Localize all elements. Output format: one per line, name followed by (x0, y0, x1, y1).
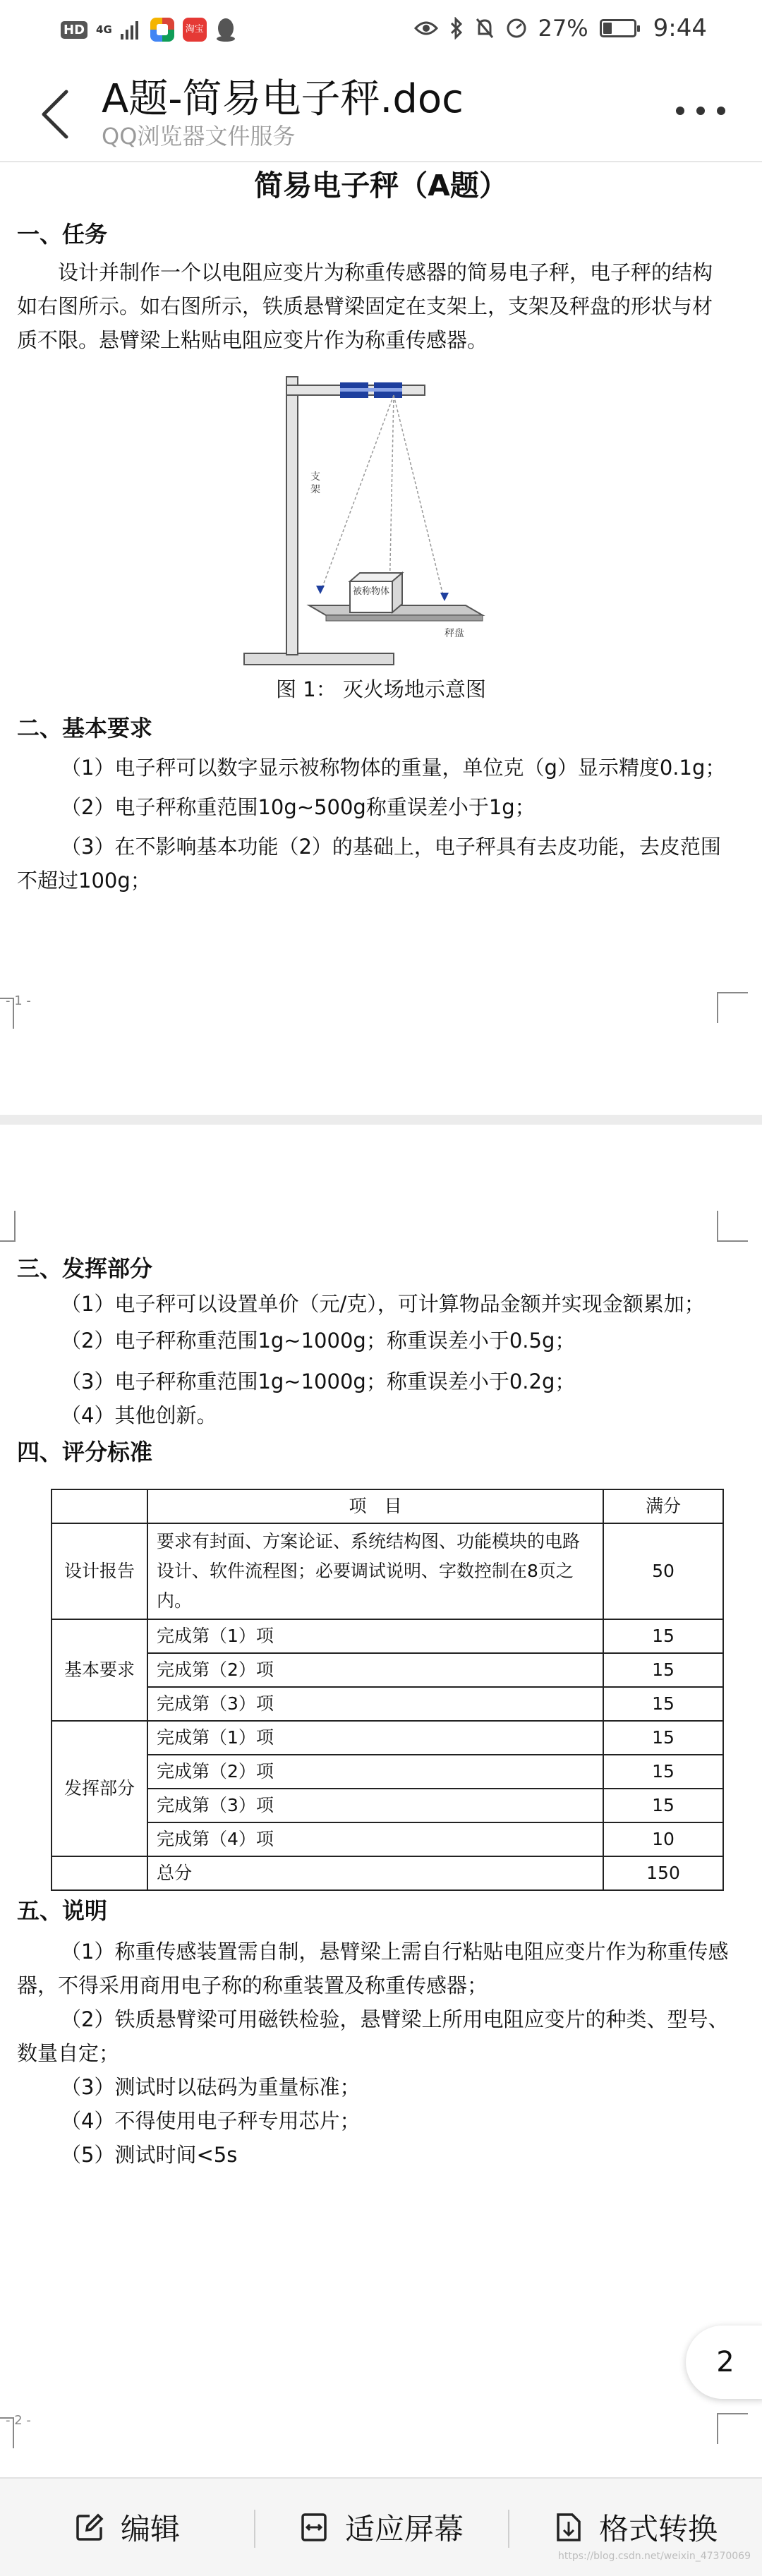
fit-screen-icon (298, 2512, 329, 2543)
scoring-table (51, 1489, 724, 1891)
table-cell-item: 完成第（2）项 (147, 1755, 603, 1789)
section-notes (17, 1894, 739, 2172)
section-heading: 四、评分标准 (17, 1439, 153, 1465)
note-line: （5）测试时间<5s (61, 2143, 238, 2167)
mute-bell-icon (475, 17, 495, 40)
bluetooth-icon (449, 17, 464, 40)
section-heading: 一、任务 (17, 221, 108, 248)
table-cell-score: 15 (603, 1619, 723, 1653)
table-row-label: 基本要求 (52, 1619, 147, 1721)
note-line: （4）不得使用电子秤专用芯片； (61, 2109, 361, 2133)
requirement-line: 内。 (157, 1590, 193, 1611)
page-corner-mark (717, 2413, 748, 2444)
watermark-url: https://blog.csdn.net/weixin_47370069 (557, 2551, 751, 2562)
edit-label: 编辑 (120, 2512, 180, 2546)
document-title: A题-简易电子秤.doc (102, 76, 464, 122)
requirement-item: （3）在不影响基本功能（2）的基础上，电子秤具有去皮功能，去皮范围 (61, 835, 721, 859)
paragraph-line: 如右图所示。如右图所示，铁质悬臂梁固定在支架上，支架及秤盘的形状与材 (17, 294, 713, 318)
current-page-badge[interactable]: 2 (686, 2326, 762, 2399)
table-cell-item: 完成第（2）项 (147, 1653, 603, 1687)
back-arrow-icon[interactable] (35, 86, 78, 143)
table-cell-blank (52, 1856, 147, 1890)
eye-icon (414, 20, 438, 37)
table-cell-score: 15 (603, 1755, 723, 1789)
format-convert-label: 格式转换 (598, 2512, 718, 2546)
fit-screen-label: 适应屏幕 (344, 2512, 464, 2546)
extension-item: （1）电子秤可以设置单价（元/克），可计算物品金额并实现金额累加； (61, 1292, 705, 1316)
requirement-item: 不超过100g； (17, 869, 151, 893)
edit-icon (74, 2512, 105, 2543)
table-cell-score: 15 (603, 1721, 723, 1755)
taobao-app-icon: 淘宝 (183, 18, 207, 42)
figure-caption: 图 1： 灭火场地示意图 (276, 677, 486, 701)
table-cell-item: 完成第（4）项 (147, 1822, 603, 1856)
doc-main-title: 简易电子秤（A题） (254, 169, 508, 202)
edit-button[interactable] (0, 2479, 254, 2576)
note-line: 数量自定； (17, 2041, 120, 2065)
document-page-2 (0, 1125, 762, 2479)
signal-icon (121, 20, 142, 40)
table-row-label: 发挥部分 (52, 1721, 147, 1856)
penguin-icon (215, 18, 236, 42)
requirement-line: 要求有封面、方案论证、系统结构图、功能模块的电路 (157, 1531, 581, 1552)
network-indicator: 4G (96, 23, 112, 36)
fit-screen-button[interactable] (254, 2479, 508, 2576)
extension-item: （4）其他创新。 (61, 1403, 217, 1427)
app-header (0, 58, 762, 162)
table-cell-score: 15 (603, 1789, 723, 1822)
page-corner-mark (0, 1211, 16, 1242)
table-cell-total-label: 总分 (147, 1856, 603, 1890)
app-icon-colorful (150, 18, 174, 42)
page-corner-mark (0, 2417, 14, 2448)
battery-percent: 27% (538, 15, 588, 42)
paragraph-line: 质不限。悬臂梁上粘贴电阻应变片作为称重传感器。 (17, 328, 488, 352)
table-cell-item: 完成第（3）项 (147, 1687, 603, 1721)
section-extension (17, 1252, 739, 1469)
speed-icon (506, 18, 527, 39)
clock: 9:44 (653, 14, 707, 42)
section-heading: 五、说明 (17, 1897, 108, 1924)
paragraph-line: 设计并制作一个以电阻应变片为称重传感器的简易电子秤，电子秤的结构 (58, 260, 713, 284)
page-corner-mark (0, 998, 14, 1029)
figure-label-object: 被称物体 (352, 586, 390, 597)
table-cell-score: 15 (603, 1687, 723, 1721)
page-number: - 1 - (6, 993, 31, 1008)
hd-indicator: HD (61, 21, 87, 39)
requirement-line: 设计、软件流程图；必要调试说明、字数控制在8页之 (157, 1561, 574, 1581)
table-cell-score: 10 (603, 1822, 723, 1856)
document-source: QQ浏览器文件服务 (102, 123, 296, 150)
requirement-item: （1）电子秤可以数字显示被称物体的重量，单位克（g）显示精度0.1g； (61, 756, 726, 780)
status-bar (0, 0, 762, 58)
table-cell-item: 完成第（3）项 (147, 1789, 603, 1822)
section-task (17, 217, 739, 357)
table-row-label: 设计报告 (52, 1523, 147, 1619)
table-cell-item: 完成第（1）项 (147, 1619, 603, 1653)
note-line: （3）测试时以砝码为重量标准； (61, 2075, 361, 2099)
table-cell-score: 15 (603, 1653, 723, 1687)
battery-icon (600, 19, 636, 37)
document-page-1 (0, 162, 762, 1115)
table-header-score: 满分 (603, 1489, 723, 1523)
table-header-item: 项 目 (147, 1489, 603, 1523)
page-corner-mark (717, 1211, 748, 1242)
section-heading: 三、发挥部分 (17, 1255, 153, 1282)
page-number: - 2 - (6, 2413, 31, 2428)
convert-icon (552, 2512, 583, 2543)
table-cell-total-score: 150 (603, 1856, 723, 1890)
table-cell-score: 50 (603, 1523, 723, 1619)
section-heading: 二、基本要求 (17, 715, 153, 742)
scale-structure-figure (233, 374, 543, 677)
figure-label-support: 支架 (310, 471, 320, 495)
page-corner-mark (717, 992, 748, 1023)
figure-label-pan: 秤盘 (445, 628, 464, 639)
note-line: 器，不得采用商用电子称的称重装置及称重传感器； (17, 1973, 488, 1997)
page-separator (0, 1115, 762, 1125)
table-cell-item: 完成第（1）项 (147, 1721, 603, 1755)
note-line: （1）称重传感装置需自制，悬臂梁上需自行粘贴电阻应变片作为称重传感 (61, 1940, 729, 1964)
table-header-blank (52, 1489, 147, 1523)
extension-item: （3）电子秤称重范围1g~1000g；称重误差小于0.2g； (61, 1369, 576, 1393)
note-line: （2）铁质悬臂梁可用磁铁检验，悬臂梁上所用电阻应变片的种类、型号、 (61, 2007, 729, 2031)
table-cell-requirement (147, 1523, 603, 1619)
more-options-icon[interactable] (676, 100, 725, 121)
extension-item: （2）电子秤称重范围1g~1000g；称重误差小于0.5g； (61, 1329, 576, 1353)
section-basic (17, 711, 739, 897)
requirement-item: （2）电子秤称重范围10g~500g称重误差小于1g； (61, 795, 536, 819)
